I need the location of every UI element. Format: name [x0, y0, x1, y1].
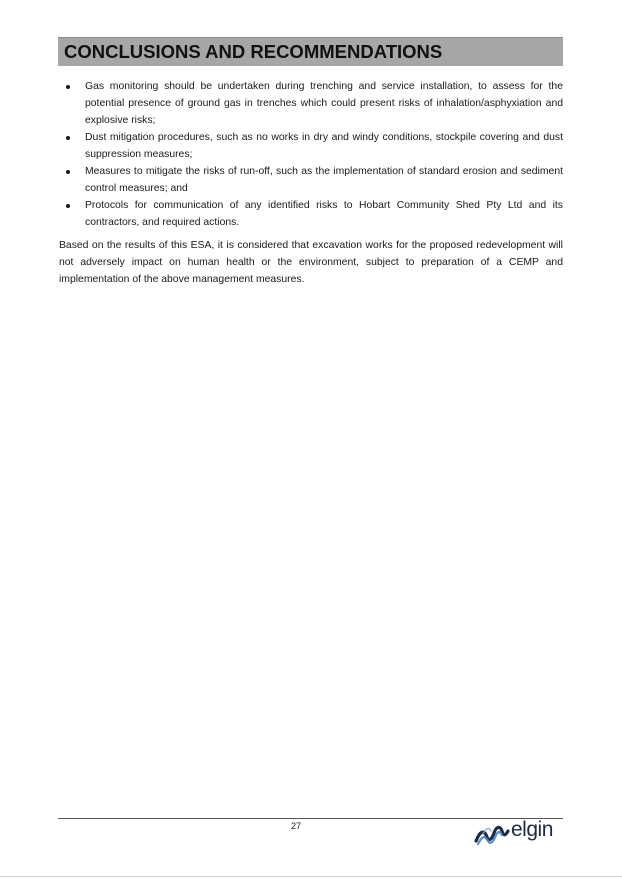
- wave-logo-icon: [474, 817, 514, 847]
- bullet-icon: [66, 170, 70, 174]
- list-item: [59, 78, 563, 129]
- bullet-icon: [66, 204, 70, 208]
- list-item-text: Gas monitoring should be undertaken during trenching and service installation, to assess for the potential presence of ground gas in trenches which could present risks of inhalation/asphyxiation and explosive risks;: [85, 81, 563, 126]
- section-heading-bar: [58, 37, 563, 66]
- list-item: [59, 129, 563, 163]
- conclusion-paragraph: Based on the results of this ESA, it is considered that excavation works for the proposed redevelopment will not adversely impact on human health or the environment, subject to preparation of a CEMP and implementation of the above management measures.: [59, 240, 563, 285]
- section-heading: CONCLUSIONS AND RECOMMENDATIONS: [64, 41, 443, 62]
- recommendations-list: [59, 78, 563, 231]
- list-item: [59, 197, 563, 231]
- page-bottom-edge: [0, 876, 622, 877]
- page-number: 27: [290, 821, 301, 831]
- list-item-text: Protocols for communication of any identified risks to Hobart Community Shed Pty Ltd and its contractors, and required actions.: [85, 200, 563, 228]
- bullet-icon: [66, 85, 70, 89]
- page-content: [59, 78, 563, 288]
- list-item-text: Dust mitigation procedures, such as no works in dry and windy conditions, stockpile covering and dust suppression measures;: [85, 132, 563, 160]
- bullet-icon: [66, 136, 70, 140]
- company-logo: [474, 817, 564, 847]
- list-item: [59, 163, 563, 197]
- logo-text: elgin: [511, 818, 553, 841]
- list-item-text: Measures to mitigate the risks of run-off, such as the implementation of standard erosion and sediment control measures; and: [85, 166, 563, 194]
